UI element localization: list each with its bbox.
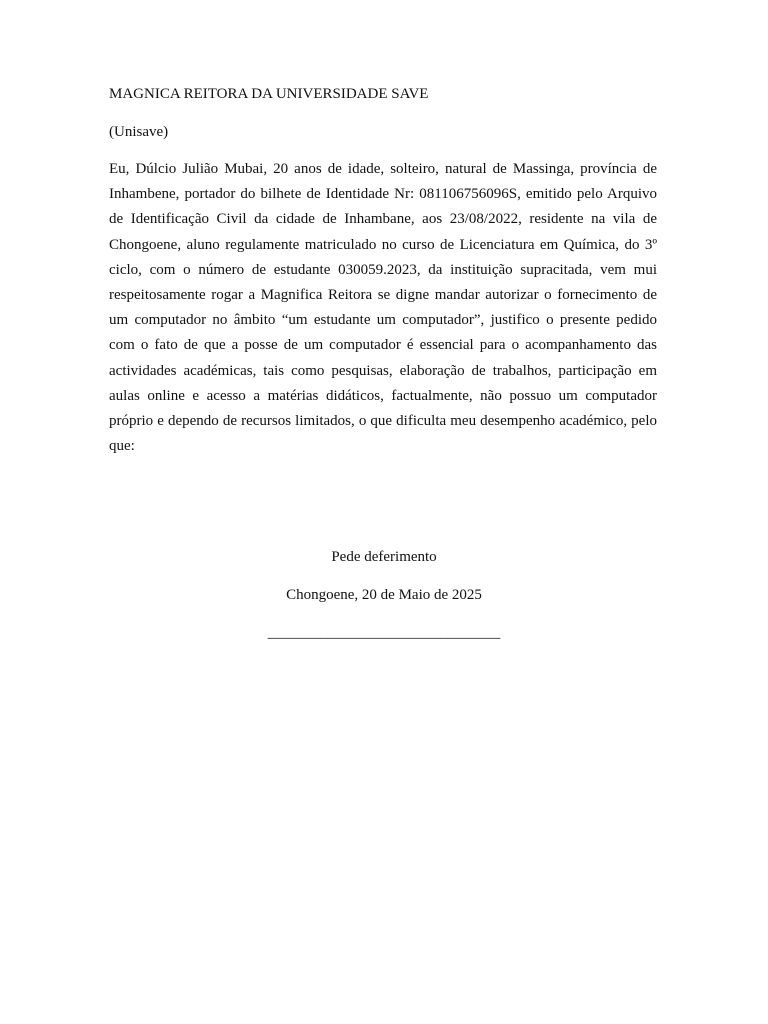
request-closing: Pede deferimento: [331, 549, 437, 565]
letter-body: Eu, Dúlcio Julião Mubai, 20 anos de idade, solteiro, natural de Massinga, província de Inhambene, portador do bilhete de Identidade Nr: 081106756096S, emitido pelo Arquivo de Identificação Civil da cidade de Inhambane, aos 23/08/2022, residente na vila de Chongoene, aluno regulamente matriculado no curso de Licenciatura em Química, do 3º ciclo, com o número de estudante 030059.2023, da instituição supracitada, vem mui respeitosamente rogar a Magnifica Reitora se digne mandar autorizar o fornecimento de um computador no âmbito “um estudante um computador”, justifico o presente pedido com o fato de que a posse de um computador é essencial para o acompanhamento das actividades académicas, tais como pesquisas, elaboração de trabalhos, participação em aulas online e acesso a matérias didáticos, factualmente, não possuo um computador próprio e dependo de recursos limitados, o que dificulta meu desempenho académico, pelo que:: [109, 161, 657, 455]
institution-name: (Unisave): [109, 124, 169, 140]
place-date: Chongoene, 20 de Maio de 2025: [286, 587, 482, 603]
addressee-heading: MAGNICA REITORA DA UNIVERSIDADE SAVE: [109, 86, 429, 102]
signature-line: _______________________________: [267, 625, 501, 641]
